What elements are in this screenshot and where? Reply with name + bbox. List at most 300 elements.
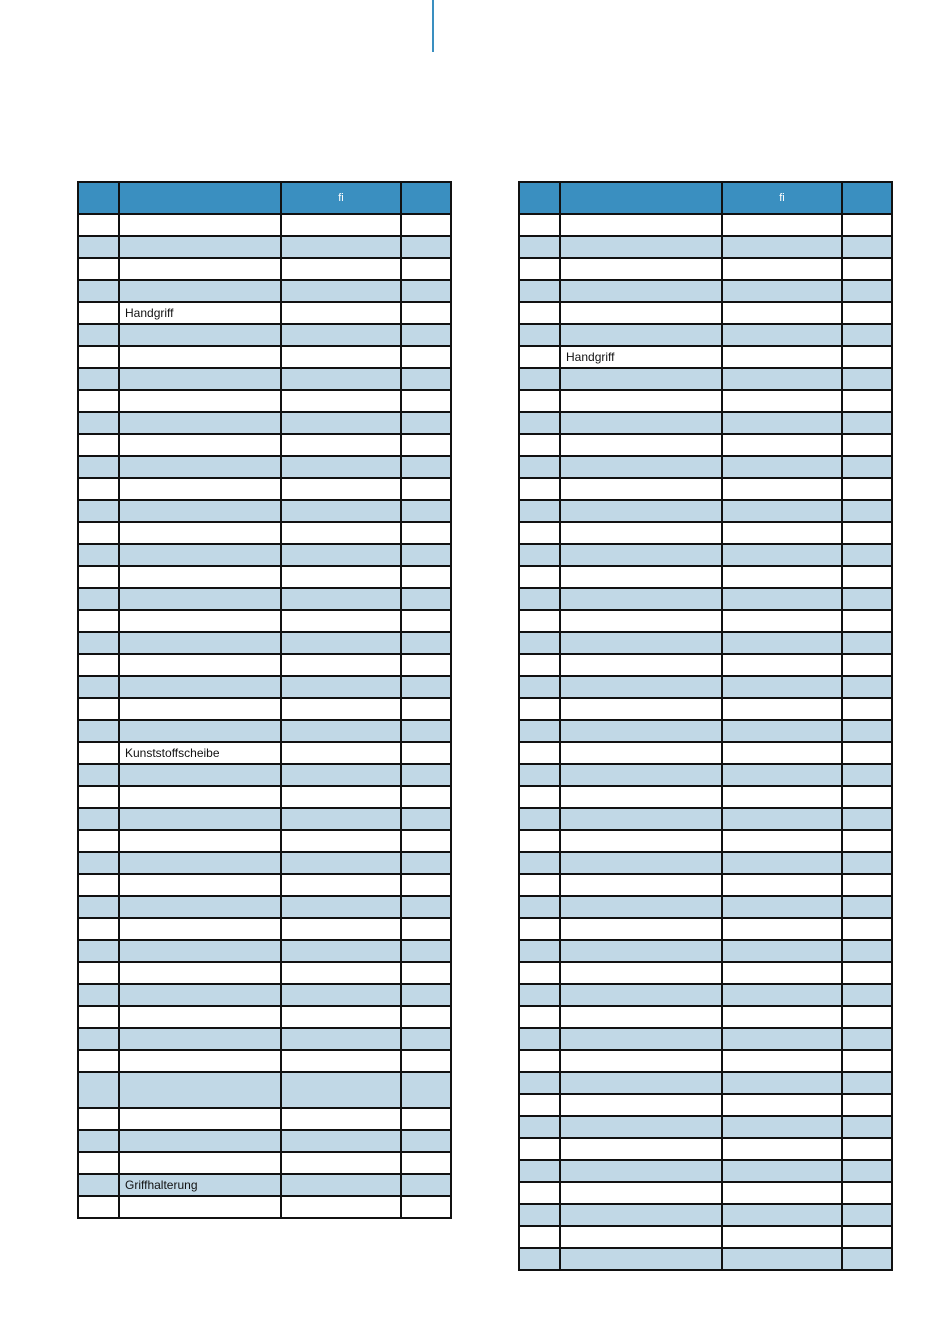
cell-qty: [842, 390, 892, 412]
cell-qty: [842, 324, 892, 346]
table-row: [519, 412, 892, 434]
table-row: [519, 830, 892, 852]
cell-description: [560, 1094, 722, 1116]
cell-number: [78, 1108, 119, 1130]
cell-qty: [842, 1226, 892, 1248]
cell-description: [119, 390, 281, 412]
cell-number: [78, 1152, 119, 1174]
cell-number: [519, 434, 560, 456]
cell-fi: [722, 874, 842, 896]
cell-qty: [842, 522, 892, 544]
cell-description: [560, 500, 722, 522]
cell-description: [560, 1116, 722, 1138]
cell-qty: [401, 368, 451, 390]
cell-number: [78, 698, 119, 720]
cell-number: [78, 1196, 119, 1218]
cell-fi: [722, 1094, 842, 1116]
cell-number: [519, 632, 560, 654]
cell-fi: [722, 654, 842, 676]
cell-description: [119, 346, 281, 368]
cell-fi: [722, 940, 842, 962]
cell-qty: [842, 852, 892, 874]
cell-description: [119, 236, 281, 258]
cell-fi: [722, 808, 842, 830]
table-row: [519, 808, 892, 830]
cell-fi: [722, 1138, 842, 1160]
cell-number: [519, 1226, 560, 1248]
table-row: [519, 918, 892, 940]
table-row: [519, 566, 892, 588]
cell-number: [519, 390, 560, 412]
cell-number: [519, 588, 560, 610]
cell-description: [560, 654, 722, 676]
table-row: [519, 720, 892, 742]
table-row: [78, 1050, 451, 1072]
cell-fi: [281, 1028, 401, 1050]
cell-number: [519, 1072, 560, 1094]
cell-description: [560, 368, 722, 390]
cell-description: [560, 720, 722, 742]
cell-fi: [281, 896, 401, 918]
cell-qty: [401, 984, 451, 1006]
cell-fi: [281, 742, 401, 764]
table-row: [78, 588, 451, 610]
cell-description: [560, 874, 722, 896]
table-row: [78, 874, 451, 896]
cell-number: [519, 764, 560, 786]
cell-number: [519, 566, 560, 588]
cell-number: [519, 1138, 560, 1160]
cell-description: [119, 984, 281, 1006]
cell-fi: [722, 830, 842, 852]
cell-fi: [722, 984, 842, 1006]
cell-qty: [401, 654, 451, 676]
cell-fi: [722, 478, 842, 500]
cell-fi: [281, 456, 401, 478]
cell-description: [119, 720, 281, 742]
col-header-number: [78, 182, 119, 214]
table-row: [519, 368, 892, 390]
cell-qty: [401, 456, 451, 478]
cell-qty: [842, 830, 892, 852]
cell-number: [519, 302, 560, 324]
cell-qty: [842, 1094, 892, 1116]
table-row: [78, 434, 451, 456]
table-row: [519, 654, 892, 676]
cell-fi: [281, 852, 401, 874]
cell-fi: [722, 1160, 842, 1182]
table-row: [519, 632, 892, 654]
cell-number: [78, 544, 119, 566]
cell-qty: [401, 1108, 451, 1130]
cell-number: [519, 500, 560, 522]
cell-fi: [281, 434, 401, 456]
table-row: [78, 1028, 451, 1050]
cell-number: [78, 984, 119, 1006]
cell-fi: [722, 500, 842, 522]
table-row: [519, 324, 892, 346]
table-row: [519, 786, 892, 808]
table-row: [78, 1006, 451, 1028]
table-row: [78, 566, 451, 588]
cell-number: [78, 786, 119, 808]
cell-qty: [842, 874, 892, 896]
cell-qty: [401, 632, 451, 654]
cell-fi: [722, 236, 842, 258]
cell-description: [560, 632, 722, 654]
cell-qty: [401, 962, 451, 984]
cell-description: [119, 1050, 281, 1072]
cell-fi: [722, 1072, 842, 1094]
cell-description: [560, 984, 722, 1006]
table-row: [78, 324, 451, 346]
cell-description: [119, 324, 281, 346]
cell-fi: [281, 522, 401, 544]
cell-description: [119, 940, 281, 962]
cell-fi: [722, 1028, 842, 1050]
cell-fi: [722, 852, 842, 874]
cell-qty: [842, 500, 892, 522]
table-row: [519, 1116, 892, 1138]
cell-number: [519, 1204, 560, 1226]
cell-fi: [722, 1182, 842, 1204]
cell-description: [119, 434, 281, 456]
cell-fi: [722, 434, 842, 456]
cell-description: Handgriff: [560, 346, 722, 368]
cell-qty: [842, 1138, 892, 1160]
cell-qty: [401, 1006, 451, 1028]
cell-fi: [722, 1006, 842, 1028]
cell-number: [519, 324, 560, 346]
cell-number: [78, 346, 119, 368]
cell-number: [519, 1028, 560, 1050]
cell-qty: [401, 830, 451, 852]
cell-number: [519, 808, 560, 830]
cell-number: [78, 1028, 119, 1050]
cell-number: [519, 698, 560, 720]
cell-number: [519, 896, 560, 918]
cell-fi: [722, 566, 842, 588]
cell-description: [560, 610, 722, 632]
cell-fi: [281, 720, 401, 742]
cell-description: [560, 522, 722, 544]
cell-qty: [401, 1072, 451, 1108]
cell-fi: [281, 544, 401, 566]
table-row: [519, 1028, 892, 1050]
cell-description: [560, 1138, 722, 1160]
cell-number: [519, 522, 560, 544]
cell-number: [78, 918, 119, 940]
cell-fi: [281, 566, 401, 588]
cell-fi: [281, 1174, 401, 1196]
cell-fi: [722, 456, 842, 478]
table-row: [78, 522, 451, 544]
cell-number: [78, 742, 119, 764]
cell-description: [560, 588, 722, 610]
parts-table-right: [518, 181, 893, 1271]
table-row: [519, 280, 892, 302]
table-row: [519, 434, 892, 456]
cell-number: [519, 654, 560, 676]
cell-qty: [401, 412, 451, 434]
table-row: [519, 236, 892, 258]
top-divider-line: [432, 0, 434, 52]
table-row: [519, 1204, 892, 1226]
cell-fi: [722, 588, 842, 610]
table-row: [519, 588, 892, 610]
cell-qty: [401, 588, 451, 610]
cell-qty: [842, 654, 892, 676]
cell-qty: [401, 742, 451, 764]
cell-description: [560, 456, 722, 478]
cell-number: [78, 1072, 119, 1108]
cell-qty: [842, 742, 892, 764]
cell-qty: [842, 632, 892, 654]
cell-description: [119, 214, 281, 236]
cell-fi: [722, 698, 842, 720]
table-row: [78, 1108, 451, 1130]
cell-number: [78, 764, 119, 786]
cell-fi: [722, 368, 842, 390]
cell-qty: [842, 302, 892, 324]
table-row: [519, 610, 892, 632]
cell-fi: [722, 610, 842, 632]
cell-qty: [401, 478, 451, 500]
cell-description: [119, 1196, 281, 1218]
table-row: [519, 522, 892, 544]
cell-description: [119, 1072, 281, 1108]
cell-qty: [401, 610, 451, 632]
cell-fi: [722, 676, 842, 698]
cell-fi: [281, 280, 401, 302]
cell-description: [560, 544, 722, 566]
cell-qty: [401, 236, 451, 258]
cell-number: [78, 500, 119, 522]
cell-qty: [401, 940, 451, 962]
table-header-row: [78, 182, 451, 214]
cell-number: [519, 610, 560, 632]
table-row: [78, 258, 451, 280]
cell-qty: [842, 456, 892, 478]
cell-qty: [842, 896, 892, 918]
cell-number: [519, 984, 560, 1006]
cell-number: [519, 742, 560, 764]
table-row: [78, 280, 451, 302]
cell-description: [560, 1072, 722, 1094]
cell-number: [78, 852, 119, 874]
table-row: [78, 654, 451, 676]
table-row: [78, 698, 451, 720]
table-row: [78, 918, 451, 940]
table-row: [78, 1072, 451, 1108]
cell-qty: [401, 346, 451, 368]
cell-description: [119, 1108, 281, 1130]
cell-description: [560, 698, 722, 720]
cell-qty: [842, 676, 892, 698]
cell-description: [119, 478, 281, 500]
cell-fi: [722, 412, 842, 434]
table-row: [519, 1160, 892, 1182]
cell-description: [119, 1028, 281, 1050]
cell-qty: [401, 302, 451, 324]
cell-qty: [842, 1182, 892, 1204]
cell-description: [119, 852, 281, 874]
cell-number: [519, 236, 560, 258]
cell-number: [78, 588, 119, 610]
cell-qty: [401, 676, 451, 698]
cell-fi: [281, 1072, 401, 1108]
table-row: [519, 214, 892, 236]
cell-qty: [842, 918, 892, 940]
table-row: [78, 1196, 451, 1218]
table-row: [78, 346, 451, 368]
cell-description: [560, 940, 722, 962]
cell-number: [78, 302, 119, 324]
cell-qty: [842, 610, 892, 632]
cell-number: [78, 368, 119, 390]
table-row: [78, 412, 451, 434]
cell-description: [119, 368, 281, 390]
table-row: [78, 808, 451, 830]
cell-number: [78, 720, 119, 742]
cell-number: [78, 566, 119, 588]
cell-number: [78, 962, 119, 984]
cell-qty: [842, 588, 892, 610]
table-row: [519, 478, 892, 500]
cell-description: [560, 918, 722, 940]
cell-qty: [401, 874, 451, 896]
cell-fi: [281, 1152, 401, 1174]
table-row: [519, 874, 892, 896]
cell-number: [519, 962, 560, 984]
cell-description: [560, 1182, 722, 1204]
cell-number: [519, 346, 560, 368]
cell-number: [78, 456, 119, 478]
cell-number: [519, 940, 560, 962]
cell-number: [519, 1248, 560, 1270]
cell-qty: [401, 808, 451, 830]
cell-description: [119, 632, 281, 654]
table-row: [519, 456, 892, 478]
cell-number: [78, 808, 119, 830]
cell-fi: [281, 874, 401, 896]
cell-fi: [281, 918, 401, 940]
cell-fi: [281, 1050, 401, 1072]
cell-number: [519, 456, 560, 478]
cell-description: [560, 1028, 722, 1050]
cell-fi: [281, 236, 401, 258]
table-row: [519, 962, 892, 984]
cell-qty: [842, 1006, 892, 1028]
cell-number: [519, 478, 560, 500]
cell-fi: [281, 786, 401, 808]
col-header-description: [119, 182, 281, 214]
cell-qty: [842, 1204, 892, 1226]
cell-qty: [842, 698, 892, 720]
table-row: [78, 984, 451, 1006]
cell-fi: [281, 500, 401, 522]
cell-number: [519, 1094, 560, 1116]
cell-qty: [842, 764, 892, 786]
cell-fi: [722, 258, 842, 280]
table-row: [78, 302, 451, 324]
table-row: [519, 940, 892, 962]
table-row: [519, 1050, 892, 1072]
cell-description: [119, 764, 281, 786]
table-row: [78, 390, 451, 412]
cell-qty: [842, 720, 892, 742]
table-row: [519, 1094, 892, 1116]
cell-description: [560, 830, 722, 852]
table-row: [519, 346, 892, 368]
cell-qty: [401, 698, 451, 720]
cell-fi: [281, 1196, 401, 1218]
cell-qty: [842, 984, 892, 1006]
cell-fi: [281, 324, 401, 346]
cell-qty: [842, 214, 892, 236]
cell-fi: [281, 214, 401, 236]
col-header-fi: fi: [281, 182, 401, 214]
cell-qty: [401, 1028, 451, 1050]
cell-description: [560, 302, 722, 324]
cell-description: Kunststoffscheibe: [119, 742, 281, 764]
cell-qty: [401, 1152, 451, 1174]
cell-qty: [842, 368, 892, 390]
cell-fi: [722, 280, 842, 302]
cell-fi: [722, 1226, 842, 1248]
table-row: [78, 1152, 451, 1174]
cell-fi: [281, 830, 401, 852]
cell-number: [519, 1006, 560, 1028]
cell-number: [78, 1130, 119, 1152]
cell-description: [560, 896, 722, 918]
cell-description: [119, 874, 281, 896]
cell-number: [519, 830, 560, 852]
cell-description: [560, 236, 722, 258]
cell-fi: [722, 962, 842, 984]
cell-fi: [722, 1204, 842, 1226]
cell-description: Handgriff: [119, 302, 281, 324]
cell-description: [560, 258, 722, 280]
cell-description: [119, 566, 281, 588]
cell-qty: [842, 280, 892, 302]
table-row: [519, 896, 892, 918]
cell-qty: [401, 390, 451, 412]
col-header-qty: [842, 182, 892, 214]
col-header-qty: [401, 182, 451, 214]
cell-qty: [842, 940, 892, 962]
cell-fi: [722, 896, 842, 918]
cell-qty: [401, 434, 451, 456]
cell-qty: [401, 1050, 451, 1072]
cell-number: [519, 720, 560, 742]
table-row: [78, 896, 451, 918]
cell-number: [519, 786, 560, 808]
table-row: [78, 500, 451, 522]
table-row: [519, 676, 892, 698]
cell-description: [119, 1130, 281, 1152]
cell-fi: [281, 676, 401, 698]
cell-qty: [842, 236, 892, 258]
cell-description: [560, 390, 722, 412]
cell-qty: [401, 544, 451, 566]
cell-description: [119, 610, 281, 632]
cell-number: [78, 214, 119, 236]
table-row: [78, 456, 451, 478]
cell-description: [560, 852, 722, 874]
table-row: [78, 830, 451, 852]
cell-fi: [722, 720, 842, 742]
